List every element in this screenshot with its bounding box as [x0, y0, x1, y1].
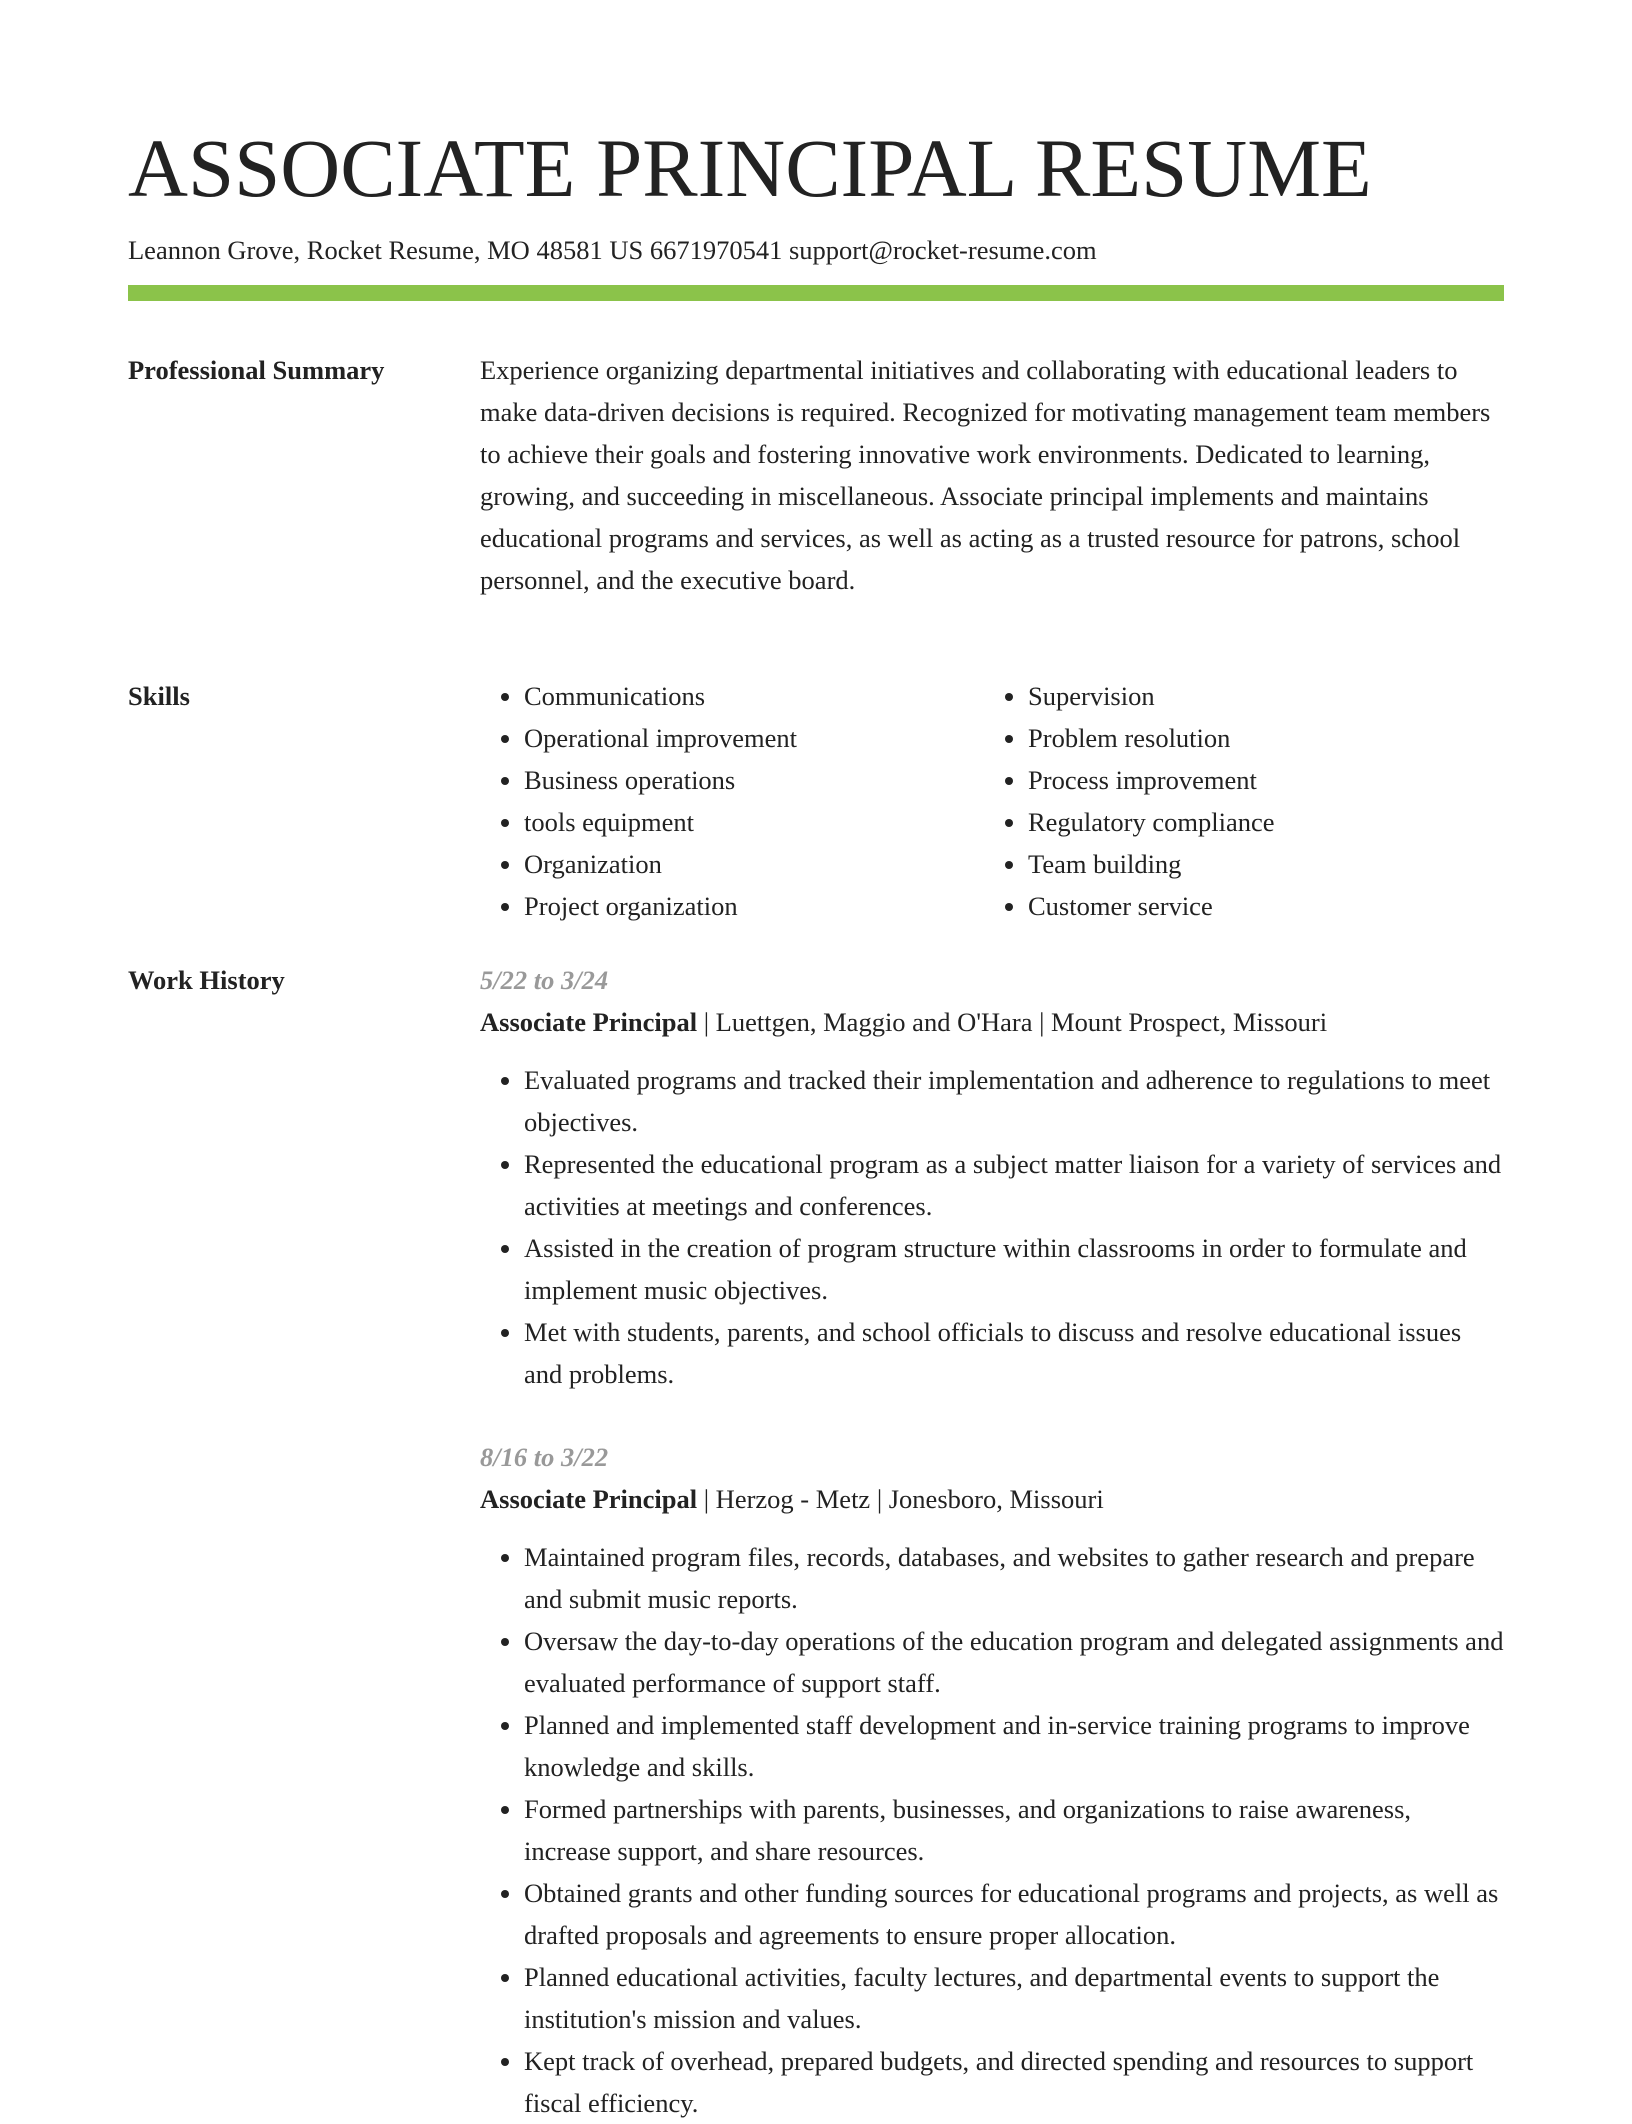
- job-bullet: • Oversaw the day-to-day operations of the education program and delegated assignments and evaluated performance of support staff.: [524, 1620, 1504, 1704]
- summary-text: Experience organizing departmental initiatives and collaborating with educational leaders to make data-driven decisions is required. Recognized for motivating management team members to achieve their goals and fostering innovative work environments. Dedicated to learning, growing, and succeeding in miscellaneous. Associate principal implements and maintains educational programs and services, as well as acting as a trusted resource for patrons, school personnel, and the executive board.: [480, 355, 1491, 595]
- skill-item: • Process improvement: [1028, 759, 1488, 801]
- job-bullet: • Planned and implemented staff development and in-service training programs to improve knowledge and skills.: [524, 1704, 1504, 1788]
- section-label-skills: Skills: [128, 681, 190, 711]
- skill-item: • Supervision: [1028, 675, 1488, 717]
- skill-item: • Project organization: [524, 885, 984, 927]
- job-entry: [480, 1436, 1504, 2124]
- skill-item: • Organization: [524, 843, 984, 885]
- skill-item: • tools equipment: [524, 801, 984, 843]
- job-dates: 8/16 to 3/22: [480, 1442, 609, 1472]
- work-history-body: [480, 959, 1504, 2124]
- job-bullets: [480, 1059, 1504, 1395]
- skills-columns: [480, 675, 1504, 927]
- contact-info: Leannon Grove, Rocket Resume, MO 48581 US 6671970541 support@rocket-resume.com: [128, 235, 1097, 265]
- job-title: Associate Principal: [480, 1007, 698, 1037]
- job-bullet: • Assisted in the creation of program structure within classrooms in order to formulate and implement music objectives.: [524, 1227, 1504, 1311]
- skill-item: • Customer service: [1028, 885, 1488, 927]
- skill-item: • Operational improvement: [524, 717, 984, 759]
- skills-column-right: [984, 675, 1488, 927]
- job-dates: 5/22 to 3/24: [480, 965, 609, 995]
- summary-body: [480, 349, 1504, 601]
- skill-item: • Team building: [1028, 843, 1488, 885]
- job-title-line: [480, 1001, 1504, 1043]
- job-bullet: • Met with students, parents, and school officials to discuss and resolve educational issues and problems.: [524, 1311, 1504, 1395]
- skill-item: • Communications: [524, 675, 984, 717]
- section-label-work-history: Work History: [128, 965, 285, 995]
- job-entry: [480, 959, 1504, 1395]
- job-bullet: • Evaluated programs and tracked their implementation and adherence to regulations to meet objectives.: [524, 1059, 1504, 1143]
- page-title: ASSOCIATE PRINCIPAL RESUME: [128, 122, 1372, 214]
- job-bullet: • Obtained grants and other funding sources for educational programs and projects, as well as drafted proposals and agreements to ensure proper allocation.: [524, 1872, 1504, 1956]
- job-bullet: • Kept track of overhead, prepared budgets, and directed spending and resources to support fiscal efficiency.: [524, 2040, 1504, 2124]
- job-employer-location: | Luettgen, Maggio and O'Hara | Mount Prospect, Missouri: [697, 1007, 1328, 1037]
- job-bullet: • Formed partnerships with parents, businesses, and organizations to raise awareness, increase support, and share resources.: [524, 1788, 1504, 1872]
- section-label-summary: Professional Summary: [128, 355, 385, 385]
- skills-column-left: [480, 675, 984, 927]
- job-bullets: [480, 1536, 1504, 2124]
- job-bullet: • Planned educational activities, faculty lectures, and departmental events to support the institution's mission and values.: [524, 1956, 1504, 2040]
- skills-body: [480, 675, 1504, 927]
- skill-item: • Problem resolution: [1028, 717, 1488, 759]
- job-bullet: • Represented the educational program as a subject matter liaison for a variety of services and activities at meetings and conferences.: [524, 1143, 1504, 1227]
- job-title: Associate Principal: [480, 1484, 698, 1514]
- job-employer-location: | Herzog - Metz | Jonesboro, Missouri: [697, 1484, 1104, 1514]
- skill-item: • Business operations: [524, 759, 984, 801]
- accent-divider: [128, 285, 1504, 301]
- job-title-line: [480, 1478, 1504, 1520]
- skill-item: • Regulatory compliance: [1028, 801, 1488, 843]
- job-bullet: • Maintained program files, records, databases, and websites to gather research and prepare and submit music reports.: [524, 1536, 1504, 1620]
